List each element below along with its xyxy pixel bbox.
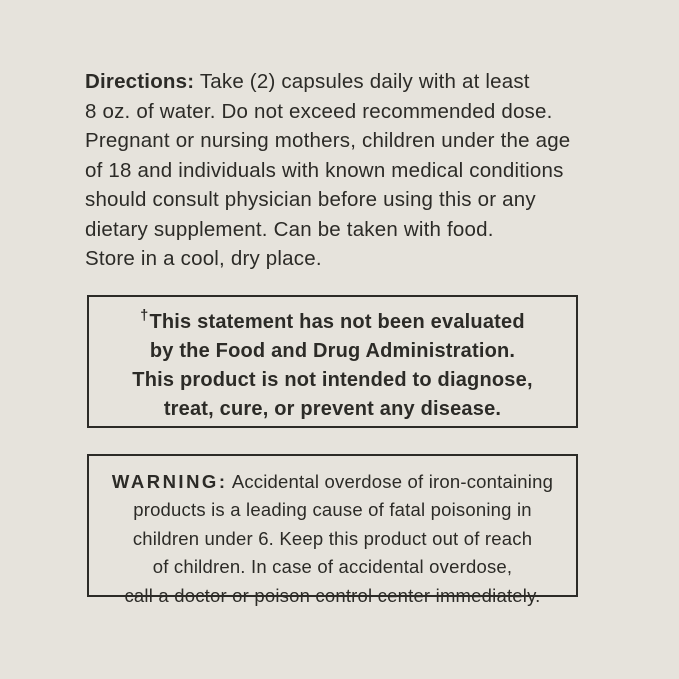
warning-box (87, 454, 578, 606)
directions-line: should consult physician before using this or any (85, 188, 536, 211)
directions-text: Take (2) capsules daily with at least (199, 70, 530, 93)
directions-section (85, 67, 610, 274)
warning-line: products is a leading cause of fatal poisoning in (133, 499, 532, 521)
directions-heading: Directions: (85, 70, 195, 93)
fda-disclaimer-text: This statement has not been evaluated (149, 311, 525, 333)
directions-line: dietary supplement. Can be taken with food. (85, 217, 494, 241)
fda-disclaimer-line: treat, cure, or prevent any disease. (163, 398, 502, 420)
directions-line: Pregnant or nursing mothers, children under the age (85, 129, 571, 152)
directions-line: of 18 and individuals with known medical conditions (85, 158, 564, 182)
warning-line: children under 6. Keep this product out of reach (132, 527, 533, 549)
fda-disclaimer-line: This product is not intended to diagnose, (132, 369, 533, 391)
warning-line: call a doctor or poison control center immediately. (124, 584, 541, 606)
fda-disclaimer-line (89, 308, 576, 337)
warning-text: Accidental overdose of iron-containing (231, 471, 554, 492)
directions-line: 8 oz. of water. Do not exceed recommended dose. (85, 99, 553, 123)
directions-line: Store in a cool, dry place. (85, 247, 322, 270)
warning-line: of children. In case of accidental overdose, (152, 556, 513, 578)
fda-disclaimer-line: by the Food and Drug Administration. (149, 340, 516, 362)
dagger-symbol: † (140, 308, 149, 325)
fda-disclaimer-box (87, 295, 578, 428)
directions-line (85, 67, 610, 97)
warning-line (89, 468, 576, 496)
warning-heading: WARNING: (111, 471, 228, 492)
